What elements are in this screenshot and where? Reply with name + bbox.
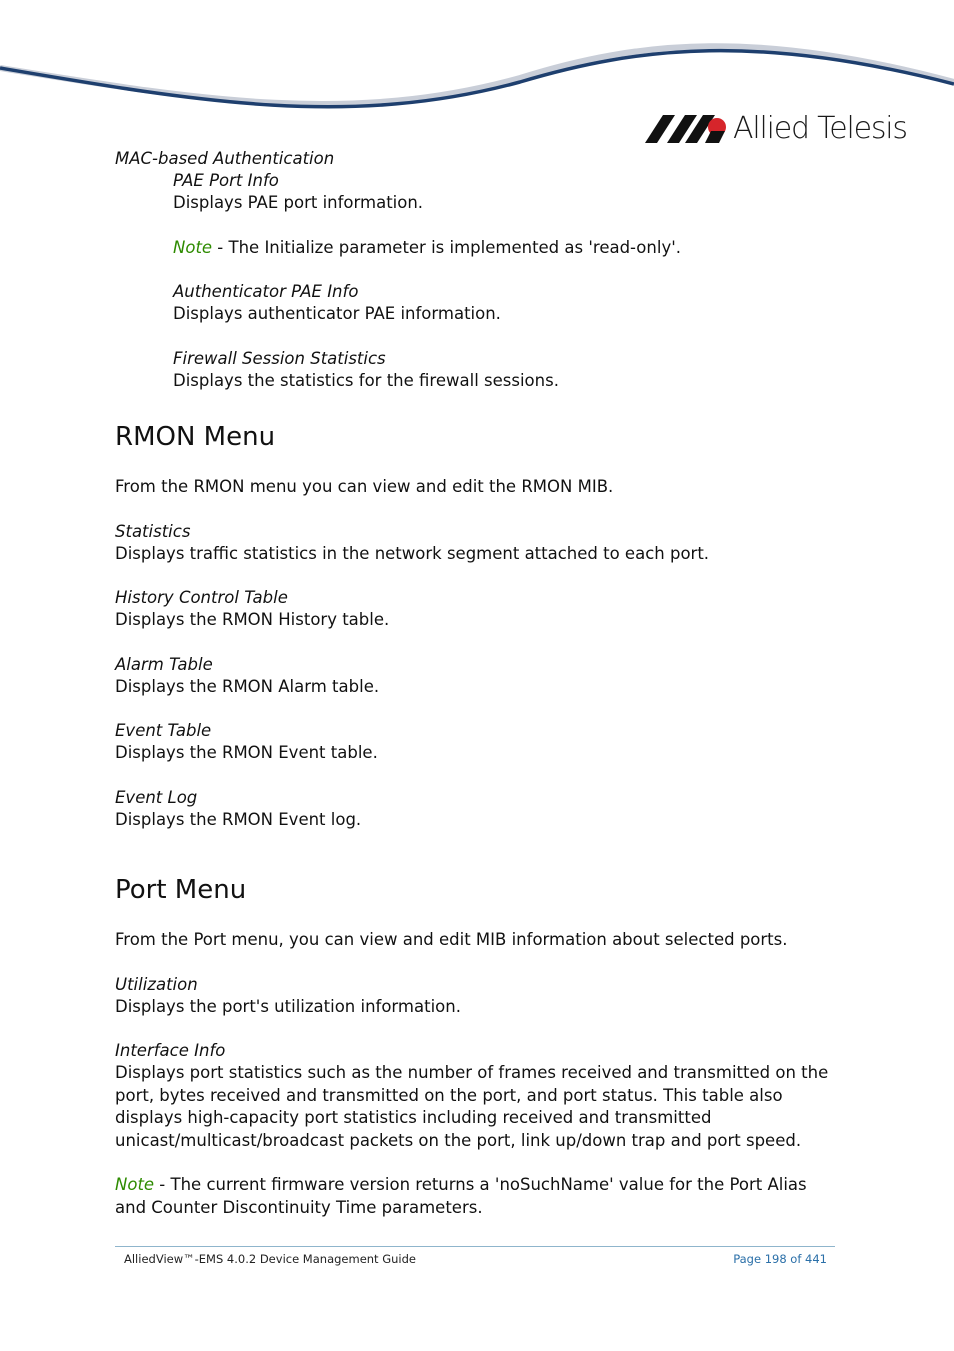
item-desc: Displays the RMON Event log. bbox=[115, 809, 362, 829]
item-desc: Displays port statistics such as the number of frames received and transmitted on the port, bytes received and transmitted on the port, and port status. This table also displays high-capacity port statistics including received and transmitted unicast/multicast/broadcast packets on the port, link up/down trap and port speed. bbox=[115, 1063, 829, 1150]
item-title: Interface Info bbox=[115, 1041, 226, 1060]
allied-telesis-logo bbox=[645, 108, 907, 148]
item-desc: Displays the RMON Event table. bbox=[115, 743, 378, 762]
page-content bbox=[115, 148, 840, 1219]
heading-port-menu: Port Menu bbox=[115, 875, 247, 905]
logo-text: Allied Telesis bbox=[733, 110, 907, 146]
note-label: Note bbox=[173, 237, 213, 257]
item-desc: Displays the RMON Alarm table. bbox=[115, 676, 380, 696]
allied-telesis-logo-icon bbox=[645, 113, 727, 143]
note-paragraph bbox=[115, 1174, 840, 1219]
note-label: Note bbox=[115, 1175, 155, 1194]
item-desc: Displays the RMON History table. bbox=[115, 610, 390, 629]
item-title: Statistics bbox=[115, 521, 191, 541]
item-desc: Displays PAE port information. bbox=[173, 193, 424, 212]
intro-rmon: From the RMON menu you can view and edit the RMON MIB. bbox=[115, 477, 614, 496]
item-title: History Control Table bbox=[115, 588, 288, 607]
item-title: Authenticator PAE Info bbox=[173, 282, 359, 301]
item-title: Firewall Session Statistics bbox=[173, 348, 386, 368]
item-pae-port-info bbox=[173, 170, 840, 392]
item-title: Utilization bbox=[115, 974, 198, 994]
item-title: PAE Port Info bbox=[173, 171, 279, 190]
footer-doc-title: AlliedView™-EMS 4.0.2 Device Management Guide bbox=[124, 1252, 416, 1266]
item-title: Event Log bbox=[115, 787, 198, 807]
item-desc: Displays traffic statistics in the network segment attached to each port. bbox=[115, 543, 710, 563]
footer-divider bbox=[115, 1246, 835, 1247]
note-text: - The Initialize parameter is implemented as 'read-only'. bbox=[212, 237, 681, 257]
subheading-mac-auth: MAC-based Authentication bbox=[115, 149, 335, 168]
item-title: Alarm Table bbox=[115, 654, 213, 674]
item-title: Event Table bbox=[115, 721, 212, 740]
heading-rmon-menu: RMON Menu bbox=[115, 422, 276, 452]
section-mac bbox=[115, 148, 840, 392]
item-desc: Displays the port's utilization information. bbox=[115, 996, 461, 1016]
item-desc: Displays authenticator PAE information. bbox=[173, 304, 501, 323]
footer-page-number: Page 198 of 441 bbox=[733, 1252, 827, 1266]
note-text: - The current firmware version returns a 'noSuchName' value for the Port Alias and Counter Discontinuity Time parameters. bbox=[115, 1175, 807, 1217]
note-paragraph bbox=[173, 237, 840, 260]
item-desc: Displays the statistics for the firewall sessions. bbox=[173, 370, 559, 390]
intro-port: From the Port menu, you can view and edit MIB information about selected ports. bbox=[115, 930, 788, 949]
